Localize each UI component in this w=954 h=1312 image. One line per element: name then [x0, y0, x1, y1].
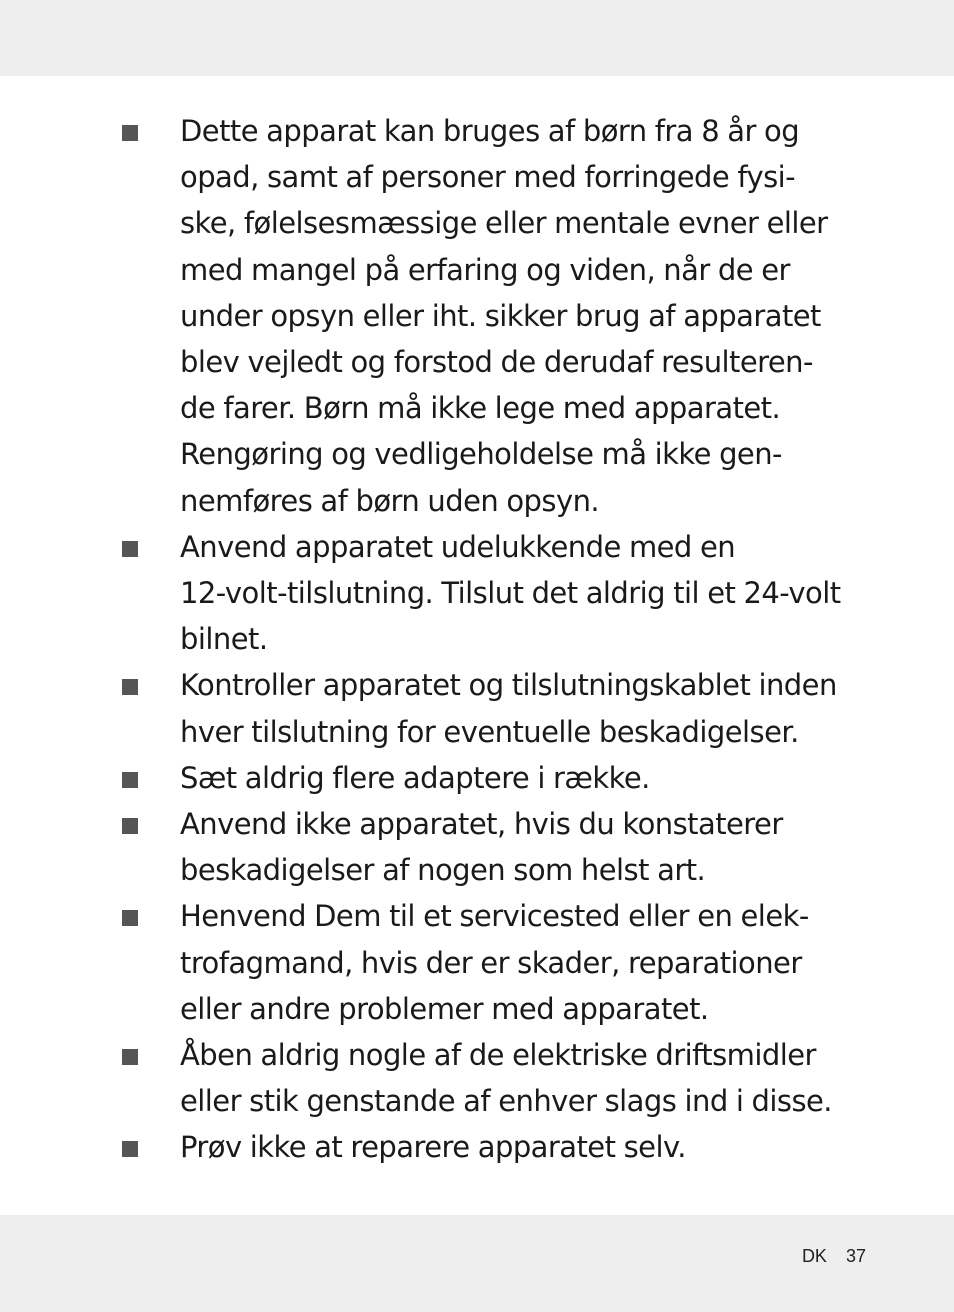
- text-line: Henvend Dem til et servicested eller en elek-: [180, 899, 809, 934]
- language-code: DK: [801, 1246, 827, 1266]
- text-line: Sæt aldrig flere adaptere i række.: [180, 760, 650, 795]
- text-line: 12-volt-tilslutning. Tilslut det aldrig til et 24-volt: [180, 576, 841, 611]
- text-line: Prøv ikke at reparere apparatet selv.: [180, 1130, 686, 1165]
- header-band: [0, 0, 954, 76]
- text-line: nemføres af børn uden opsyn.: [180, 483, 600, 518]
- text-line: ske, følelsesmæssige eller mentale evner eller: [180, 206, 828, 241]
- list-item: [0, 662, 954, 754]
- list-item: [0, 1032, 954, 1124]
- text-line: under opsyn eller iht. sikker brug af apparatet: [180, 298, 821, 333]
- square-bullet-icon: [122, 910, 138, 926]
- list-item: [0, 108, 954, 524]
- square-bullet-icon: [122, 125, 138, 141]
- text-line: Dette apparat kan bruges af børn fra 8 år og: [180, 114, 800, 148]
- text-line: Rengøring og vedligeholdelse må ikke gen-: [180, 437, 782, 472]
- text-line: Åben aldrig nogle af de elektriske driftsmidler: [180, 1038, 816, 1073]
- list-item: [0, 1124, 954, 1170]
- page-footer: [802, 1246, 866, 1267]
- text-line: trofagmand, hvis der er skader, reparationer: [180, 945, 802, 980]
- text-line: hver tilslutning for eventuelle beskadigelser.: [180, 714, 799, 749]
- text-line: opad, samt af personer med forringede fysi-: [180, 160, 796, 195]
- square-bullet-icon: [122, 772, 138, 788]
- page-number: 37: [845, 1246, 866, 1266]
- safety-instructions-list: [0, 108, 954, 1171]
- text-line: Anvend ikke apparatet, hvis du konstaterer: [180, 807, 783, 842]
- list-item: [0, 524, 954, 663]
- list-item: [0, 893, 954, 1032]
- text-line: med mangel på erfaring og viden, når de er: [180, 252, 790, 287]
- text-line: eller andre problemer med apparatet.: [180, 991, 709, 1026]
- square-bullet-icon: [122, 541, 138, 557]
- square-bullet-icon: [122, 818, 138, 834]
- list-item: [0, 755, 954, 801]
- square-bullet-icon: [122, 679, 138, 695]
- text-line: bilnet.: [180, 622, 268, 657]
- text-line: blev vejledt og forstod de derudaf resulteren-: [180, 345, 813, 380]
- text-line: beskadigelser af nogen som helst art.: [180, 853, 706, 888]
- text-line: Anvend apparatet udelukkende med en: [180, 529, 736, 564]
- square-bullet-icon: [122, 1049, 138, 1065]
- text-line: de farer. Børn må ikke lege med apparatet.: [180, 391, 781, 426]
- square-bullet-icon: [122, 1141, 138, 1157]
- text-line: Kontroller apparatet og tilslutningskablet inden: [180, 668, 837, 703]
- text-line: eller stik genstande af enhver slags ind i disse.: [180, 1084, 832, 1119]
- list-item: [0, 801, 954, 893]
